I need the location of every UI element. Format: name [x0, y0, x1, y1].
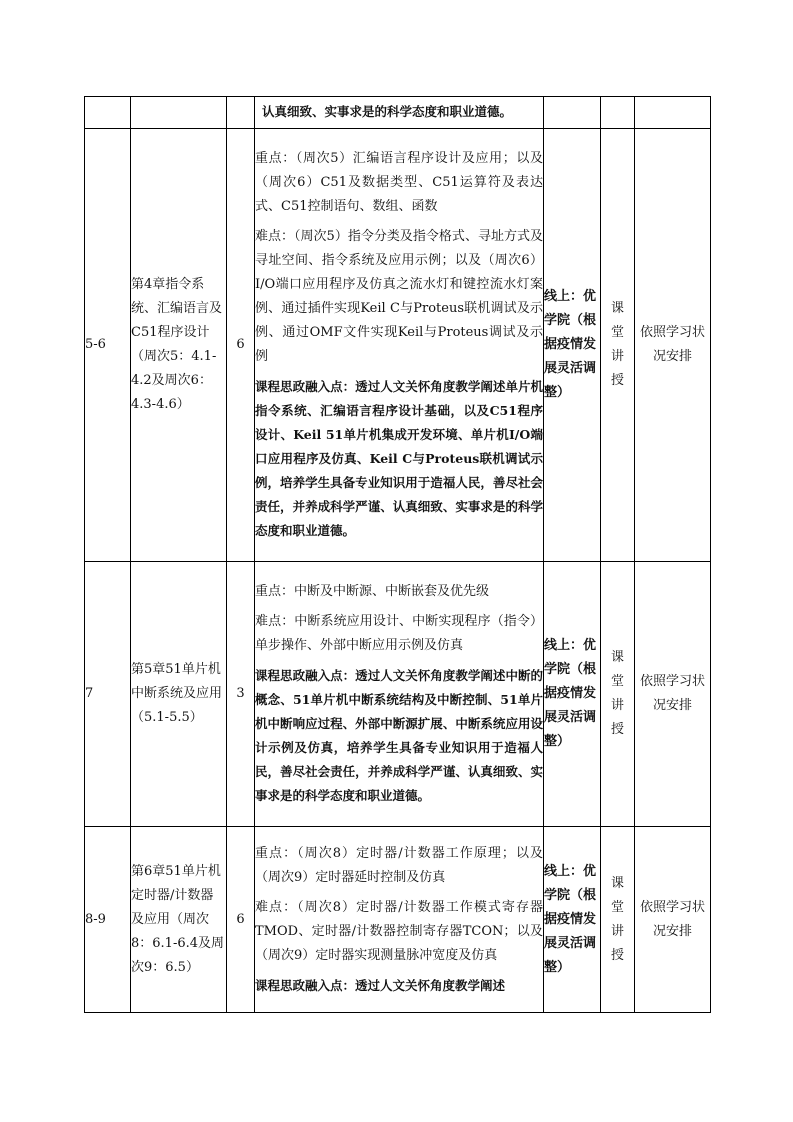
method-char: 授 — [610, 947, 624, 963]
remark-cell: 依照学习状况安排 — [635, 562, 711, 827]
method-char: 堂 — [610, 325, 624, 340]
ideology-text: 课程思政融入点：透过人文关怀角度教学阐述单片机指令系统、汇编语言程序设计基础，以及C51程序设计、Keil 51单片机集成开发环境、单片机I/O端口应用程序及仿真、Keil C与Proteus联机调试示例，培养学生具备专业知识用于造福人民，善尽社会责任，并养成科学严谨、认真细致、实事求是的科学态度和职业道德。 — [255, 379, 543, 538]
ideology-text: 课程思政融入点：透过人文关怀角度教学阐述中断的概念、51单片机中断系统结构及中断控制、51单片机中断响应过程、外部中断源扩展、中断系统应用设计示例及仿真，培养学生具备专业知识用于造福人民，善尽社会责任，并养成科学严谨、认真细致、实事求是的科学态度和职业道德。 — [255, 668, 543, 803]
method-char: 课 — [610, 301, 624, 316]
remark-cell — [635, 97, 711, 129]
mode-cell: 线上：优学院（根据疫情发展灵活调整） — [544, 562, 601, 827]
difficulties-text: 难点：（周次5）指令分类及指令格式、寻址方式及寻址空间、指令系统及应用示例；以及（周次6）I/O端口应用程序及仿真之流水灯和键控流水灯案例、通过插件实现Keil C与Proteus联机调试及示例、通过OMF文件实现Keil与Proteus调试及示例 — [255, 229, 543, 364]
ideology-tail-text: 认真细致、实事求是的科学态度和职业道德。 — [262, 104, 513, 119]
hours-cell: 6 — [227, 827, 255, 1013]
week-cell: 8-9 — [85, 827, 131, 1013]
remark-cell: 依照学习状况安排 — [635, 129, 711, 562]
hours-cell — [227, 97, 255, 129]
content-cell — [255, 827, 544, 1013]
method-cell — [601, 129, 635, 562]
method-cell — [601, 827, 635, 1013]
method-cell — [601, 562, 635, 827]
chapter-cell: 第5章51单片机中断系统及应用（5.1-5.5） — [131, 562, 227, 827]
ideology-text: 课程思政融入点：透过人文关怀角度教学阐述 — [255, 977, 506, 993]
hours-cell: 3 — [227, 562, 255, 827]
mode-cell — [544, 97, 601, 129]
content-cell — [255, 562, 544, 827]
table-row — [85, 827, 711, 1013]
key-points-text: 重点：中断及中断源、中断嵌套及优先级 — [255, 584, 490, 599]
table-row — [85, 562, 711, 827]
method-char: 讲 — [610, 698, 624, 713]
method-char: 讲 — [610, 349, 624, 364]
table-row — [85, 129, 711, 562]
chapter-cell: 第4章指令系统、汇编语言及C51程序设计（周次5：4.1-4.2及周次6：4.3-4.6） — [131, 129, 227, 562]
key-points-text: 重点：（周次5）汇编语言程序设计及应用；以及（周次6）C51及数据类型、C51运算符及表达式、C51控制语句、数组、函数 — [255, 151, 543, 214]
mode-cell: 线上：优学院（根据疫情发展灵活调整） — [544, 129, 601, 562]
remark-cell: 依照学习状况安排 — [635, 827, 711, 1013]
continuation-row — [85, 97, 711, 129]
method-char: 堂 — [610, 899, 624, 915]
difficulties-text: 难点：（周次8）定时器/计数器工作模式寄存器TMOD、定时器/计数器控制寄存器TCON；以及（周次9）定时器实现测量脉冲宽度及仿真 — [255, 899, 543, 963]
difficulties-text: 难点：中断系统应用设计、中断实现程序（指令）单步操作、外部中断应用示例及仿真 — [255, 614, 543, 653]
chapter-cell: 第6章51单片机定时器/计数器及应用（周次8：6.1-6.4及周次9：6.5） — [131, 827, 227, 1013]
method-char: 堂 — [610, 674, 624, 689]
week-cell — [85, 97, 131, 129]
key-points-text: 重点：（周次8）定时器/计数器工作原理；以及（周次9）定时器延时控制及仿真 — [255, 845, 543, 885]
schedule-table — [84, 96, 711, 1013]
week-cell: 5-6 — [85, 129, 131, 562]
method-char: 讲 — [610, 923, 624, 939]
method-char: 授 — [610, 373, 624, 388]
method-cell — [601, 97, 635, 129]
content-cell — [255, 129, 544, 562]
week-cell: 7 — [85, 562, 131, 827]
chapter-cell — [131, 97, 227, 129]
method-char: 授 — [610, 722, 624, 737]
method-char: 课 — [610, 650, 624, 665]
content-cell — [255, 97, 544, 129]
mode-cell: 线上：优学院（根据疫情发展灵活调整） — [544, 827, 601, 1013]
method-char: 课 — [610, 875, 624, 891]
hours-cell: 6 — [227, 129, 255, 562]
